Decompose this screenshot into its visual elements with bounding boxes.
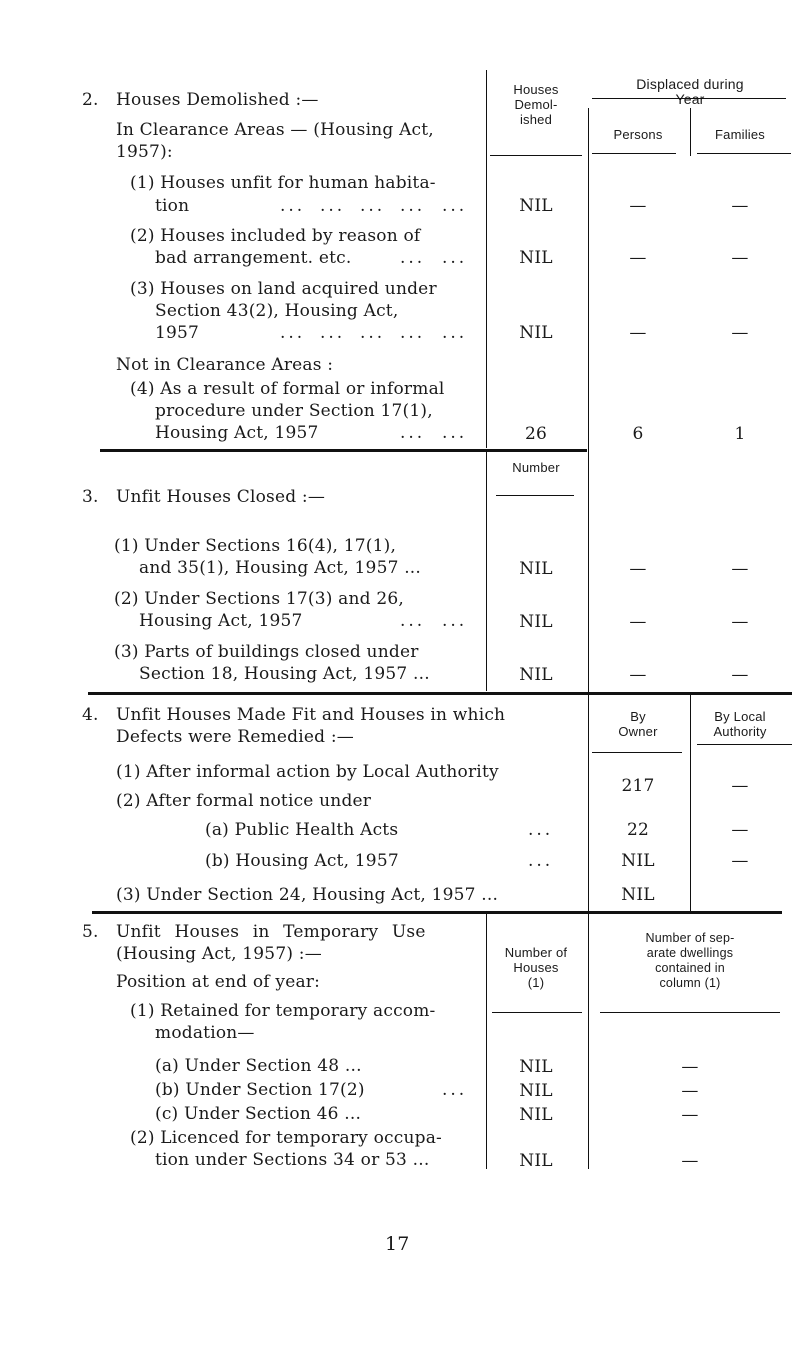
persons-value: —	[629, 196, 647, 216]
section-title: Unfit Houses Closed :—	[116, 487, 326, 507]
column-header-number-of-houses	[486, 945, 586, 990]
item-label: (2) After formal notice under	[116, 791, 372, 811]
number-of-houses-value: NIL	[519, 1105, 553, 1125]
number-value: NIL	[519, 559, 553, 579]
item-label: Section 43(2), Housing Act,	[155, 301, 399, 321]
item-label: (b) Housing Act, 1957	[205, 851, 399, 871]
section-rule	[92, 911, 782, 914]
families-value: 1	[734, 424, 746, 444]
header-line: Authority	[713, 724, 767, 739]
header-line: column (1)	[659, 976, 721, 990]
families-value: —	[731, 665, 749, 685]
dot-leaders: ...	[360, 196, 386, 216]
column-divider	[486, 913, 487, 1169]
column-header-number: Number	[512, 460, 560, 475]
persons-value: —	[629, 248, 647, 268]
separate-dwellings-value: —	[681, 1105, 699, 1125]
header-rule	[592, 752, 682, 753]
item-label: (1) Houses unfit for human habita-	[130, 173, 436, 193]
item-label: tion under Sections 34 or 53 ...	[155, 1150, 430, 1170]
dot-leaders: ...	[400, 248, 426, 268]
item-label: modation—	[155, 1023, 255, 1043]
column-divider	[690, 694, 691, 912]
families-value: —	[731, 559, 749, 579]
by-owner-value: NIL	[621, 885, 655, 905]
families-value: —	[731, 248, 749, 268]
families-value: —	[731, 196, 749, 216]
header-line: (1)	[527, 975, 545, 990]
header-line: Number of sep-	[645, 931, 735, 945]
item-label: Housing Act, 1957	[139, 611, 303, 631]
header-line: Number of	[504, 945, 568, 960]
item-label: (3) Under Section 24, Housing Act, 1957 ...	[116, 885, 499, 905]
header-rule	[496, 495, 574, 496]
item-label: (2) Houses included by reason of	[130, 226, 421, 246]
dot-leaders: ...	[442, 248, 468, 268]
families-value: —	[731, 323, 749, 343]
dot-leaders: ...	[280, 196, 306, 216]
dot-leaders: ...	[400, 611, 426, 631]
families-value: —	[731, 612, 749, 632]
item-label: (1) Under Sections 16(4), 17(1),	[114, 536, 397, 556]
header-line: arate dwellings	[646, 946, 734, 960]
item-label: procedure under Section 17(1),	[155, 401, 433, 421]
column-divider	[588, 108, 589, 692]
column-divider	[486, 70, 487, 448]
persons-value: —	[629, 612, 647, 632]
number-value: NIL	[519, 612, 553, 632]
text-line: In Clearance Areas — (Housing Act,	[116, 120, 434, 140]
section-title: Unfit Houses in Temporary Use	[116, 922, 426, 942]
dot-leaders: ...	[442, 196, 468, 216]
header-line: By Local	[714, 709, 766, 724]
column-divider	[486, 449, 487, 691]
dot-leaders: ...	[360, 323, 386, 343]
section-number: 4.	[82, 705, 99, 725]
number-of-houses-value: NIL	[519, 1057, 553, 1077]
header-line: Year	[675, 91, 705, 107]
by-local-authority-value: —	[731, 851, 749, 871]
header-line: Displaced during	[636, 76, 744, 92]
dot-leaders: ...	[320, 196, 346, 216]
header-rule	[697, 153, 791, 154]
column-header-separate-dwellings	[590, 931, 790, 991]
separate-dwellings-value: —	[681, 1151, 699, 1171]
section-rule	[100, 449, 587, 452]
header-rule	[592, 153, 676, 154]
persons-value: —	[629, 323, 647, 343]
section-rule	[88, 692, 792, 695]
dot-leaders: ...	[280, 323, 306, 343]
section-number: 2.	[82, 90, 99, 110]
header-line: Houses	[513, 82, 559, 97]
houses-demolished-value: NIL	[519, 248, 553, 268]
header-line: Houses	[513, 960, 559, 975]
section-title: Unfit Houses Made Fit and Houses in which	[116, 705, 506, 725]
dot-leaders: ...	[400, 423, 426, 443]
item-label: (1) Retained for temporary accom-	[130, 1001, 436, 1021]
item-label: 1957	[155, 323, 200, 343]
item-label: Section 18, Housing Act, 1957 ...	[139, 664, 430, 684]
header-line: Owner	[618, 724, 658, 739]
number-of-houses-value: NIL	[519, 1081, 553, 1101]
number-value: NIL	[519, 665, 553, 685]
dot-leaders: ...	[442, 1080, 468, 1100]
section-title: Defects were Remedied :—	[116, 727, 354, 747]
subheading: Position at end of year:	[116, 972, 321, 992]
section-number: 5.	[82, 922, 99, 942]
column-header-families: Families	[715, 127, 765, 142]
by-local-authority-value: —	[731, 820, 749, 840]
item-label: and 35(1), Housing Act, 1957 ...	[139, 558, 422, 578]
persons-value: —	[629, 559, 647, 579]
by-local-authority-value: —	[731, 776, 749, 796]
text-line: 1957):	[116, 142, 173, 162]
header-rule	[490, 155, 582, 156]
separate-dwellings-value: —	[681, 1081, 699, 1101]
subheading: Not in Clearance Areas :	[116, 355, 334, 375]
header-rule	[600, 1012, 780, 1013]
header-line: By	[630, 709, 646, 724]
houses-demolished-value: NIL	[519, 323, 553, 343]
header-rule	[697, 744, 792, 745]
section-title: (Housing Act, 1957) :—	[116, 944, 322, 964]
item-label: (2) Licenced for temporary occupa-	[130, 1128, 442, 1148]
dot-leaders: ...	[442, 423, 468, 443]
dot-leaders: ...	[320, 323, 346, 343]
number-of-houses-value: NIL	[519, 1151, 553, 1171]
item-label: bad arrangement. etc.	[155, 248, 352, 268]
by-owner-value: 22	[626, 820, 650, 840]
item-label: (a) Under Section 48 ...	[155, 1056, 362, 1076]
item-label: tion	[155, 196, 190, 216]
dot-leaders: ...	[400, 196, 426, 216]
separate-dwellings-value: —	[681, 1057, 699, 1077]
header-rule	[592, 98, 786, 99]
item-label: (3) Houses on land acquired under	[130, 279, 437, 299]
column-divider	[588, 694, 589, 912]
header-rule	[492, 1012, 582, 1013]
column-header-by-owner	[588, 709, 688, 739]
item-label: Housing Act, 1957	[155, 423, 319, 443]
item-label: (4) As a result of formal or informal	[130, 379, 445, 399]
header-line: contained in	[655, 961, 725, 975]
header-line: ished	[519, 112, 553, 127]
page-number: 17	[385, 1233, 410, 1255]
dot-leaders: ...	[442, 323, 468, 343]
houses-demolished-value: NIL	[519, 196, 553, 216]
item-label: (2) Under Sections 17(3) and 26,	[114, 589, 404, 609]
dot-leaders: ...	[528, 820, 554, 840]
item-label: (b) Under Section 17(2)	[155, 1080, 365, 1100]
persons-value: 6	[632, 424, 644, 444]
persons-value: —	[629, 665, 647, 685]
dot-leaders: ...	[400, 323, 426, 343]
dot-leaders: ...	[528, 851, 554, 871]
item-label: (c) Under Section 46 ...	[155, 1104, 362, 1124]
section-title: Houses Demolished :—	[116, 90, 319, 110]
column-divider	[690, 108, 691, 156]
column-divider	[588, 913, 589, 1169]
item-label: (3) Parts of buildings closed under	[114, 642, 419, 662]
column-header-by-local-authority	[690, 709, 790, 739]
by-owner-value: 217	[621, 776, 655, 796]
section-number: 3.	[82, 487, 99, 507]
by-owner-value: NIL	[621, 851, 655, 871]
item-label: (a) Public Health Acts	[205, 820, 399, 840]
column-header-houses-demolished	[486, 82, 586, 127]
column-header-displaced	[590, 77, 790, 107]
item-label: (1) After informal action by Local Authority	[116, 762, 499, 782]
column-header-persons: Persons	[613, 127, 663, 142]
header-line: Demol-	[514, 97, 558, 112]
houses-demolished-value: 26	[524, 424, 548, 444]
dot-leaders: ...	[442, 611, 468, 631]
